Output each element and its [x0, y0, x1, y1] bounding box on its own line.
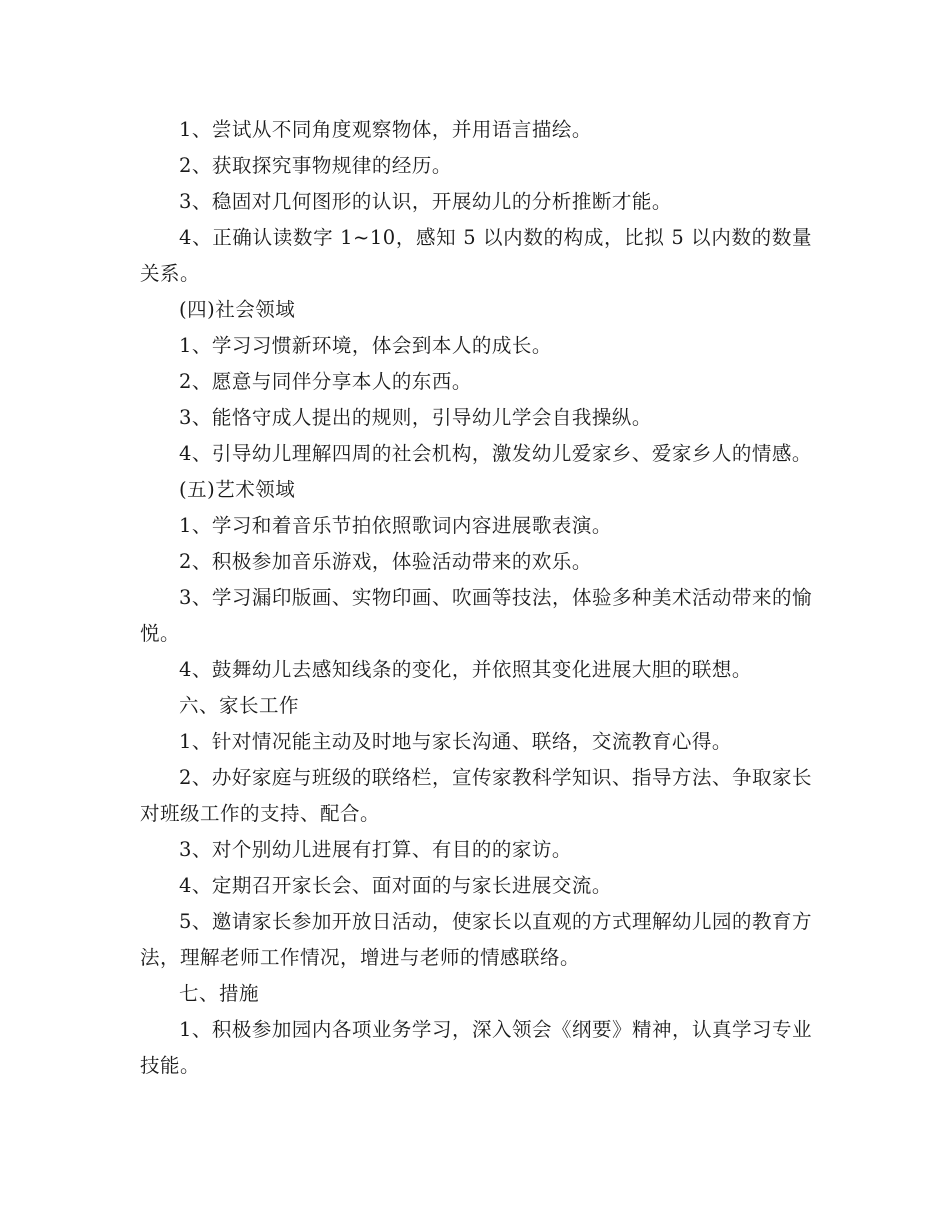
document-page — [140, 112, 812, 1084]
paragraph: 4、定期召开家长会、面对面的与家长进展交流。 — [179, 874, 612, 897]
paragraph: 2、办好家庭与班级的联络栏，宣传家教科学知识、指导方法、争取家长对班级工作的支持、配合。 — [140, 766, 812, 825]
paragraph: 4、正确认读数字 1~10，感知 5 以内数的构成，比拟 5 以内数的数量关系。 — [140, 226, 812, 285]
paragraph: 2、积极参加音乐游戏，体验活动带来的欢乐。 — [179, 550, 592, 573]
paragraph: 2、愿意与同伴分享本人的东西。 — [179, 370, 472, 393]
paragraph: 1、针对情况能主动及时地与家长沟通、联络，交流教育心得。 — [179, 730, 732, 753]
paragraph: 1、积极参加园内各项业务学习，深入领会《纲要》精神，认真学习专业技能。 — [140, 1018, 812, 1077]
section-heading: (四)社会领域 — [179, 298, 296, 321]
paragraph: 1、学习和着音乐节拍依照歌词内容进展歌表演。 — [179, 514, 612, 537]
paragraph: 1、尝试从不同角度观察物体，并用语言描绘。 — [179, 118, 592, 141]
paragraph: 2、获取探究事物规律的经历。 — [179, 154, 452, 177]
paragraph: 4、鼓舞幼儿去感知线条的变化，并依照其变化进展大胆的联想。 — [179, 658, 752, 681]
section-heading: 七、措施 — [179, 982, 260, 1005]
paragraph: 3、能恪守成人提出的规则，引导幼儿学会自我操纵。 — [179, 406, 652, 429]
paragraph: 3、对个别幼儿进展有打算、有目的的家访。 — [179, 838, 572, 861]
paragraph: 1、学习习惯新环境，体会到本人的成长。 — [179, 334, 552, 357]
paragraph: 3、学习漏印版画、实物印画、吹画等技法，体验多种美术活动带来的愉悦。 — [140, 586, 812, 645]
section-heading: 六、家长工作 — [179, 694, 300, 717]
paragraph: 3、稳固对几何图形的认识，开展幼儿的分析推断才能。 — [179, 190, 672, 213]
section-heading: (五)艺术领域 — [179, 478, 296, 501]
paragraph: 5、邀请家长参加开放日活动，使家长以直观的方式理解幼儿园的教育方法，理解老师工作情况，增进与老师的情感联络。 — [140, 910, 812, 969]
paragraph: 4、引导幼儿理解四周的社会机构，激发幼儿爱家乡、爱家乡人的情感。 — [179, 442, 812, 465]
